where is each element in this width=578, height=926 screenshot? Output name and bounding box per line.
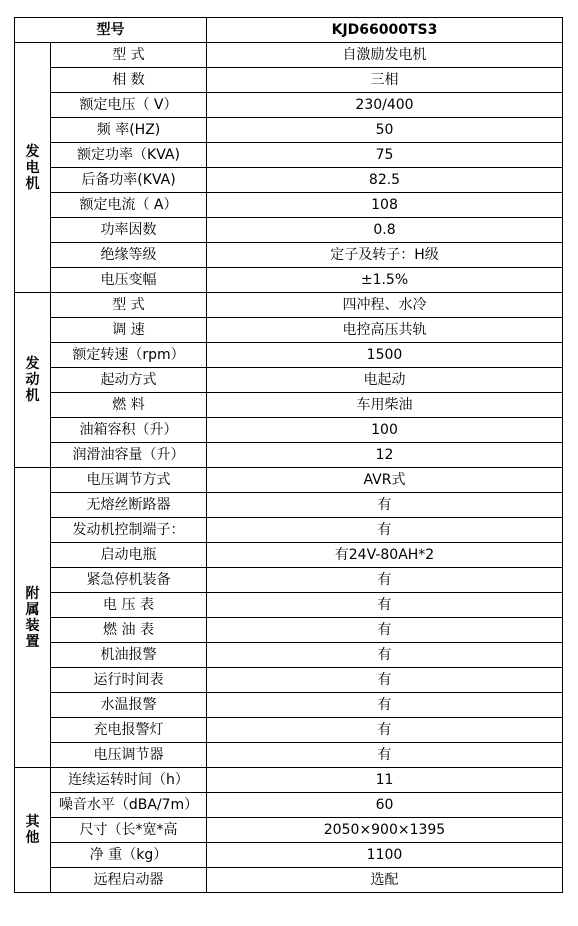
spec-row <box>15 643 563 668</box>
spec-value: 选配 <box>207 868 563 893</box>
spec-value: 12 <box>207 443 563 468</box>
spec-label: 电 压 表 <box>51 593 207 618</box>
spec-row <box>15 493 563 518</box>
spec-row <box>15 243 563 268</box>
spec-row <box>15 393 563 418</box>
spec-label: 发动机控制端子： <box>51 518 207 543</box>
spec-row <box>15 568 563 593</box>
spec-value: 三相 <box>207 68 563 93</box>
spec-row <box>15 818 563 843</box>
spec-value: 有 <box>207 618 563 643</box>
spec-label: 相 数 <box>51 68 207 93</box>
spec-row <box>15 218 563 243</box>
spec-label: 油箱容积（升） <box>51 418 207 443</box>
spec-value: 0.8 <box>207 218 563 243</box>
spec-row <box>15 343 563 368</box>
spec-row <box>15 143 563 168</box>
spec-row <box>15 43 563 68</box>
spec-value: 1500 <box>207 343 563 368</box>
spec-row <box>15 543 563 568</box>
spec-value: 有 <box>207 593 563 618</box>
spec-label: 充电报警灯 <box>51 718 207 743</box>
section-name: 发电机 <box>25 143 40 192</box>
section-name: 发动机 <box>25 356 40 404</box>
spec-label: 功率因数 <box>51 218 207 243</box>
spec-row <box>15 593 563 618</box>
spec-value: 82.5 <box>207 168 563 193</box>
spec-label: 额定转速（rpm） <box>51 343 207 368</box>
spec-value: 有24V-80AH*2 <box>207 543 563 568</box>
spec-value: ±1.5% <box>207 268 563 293</box>
spec-value: 有 <box>207 693 563 718</box>
spec-label: 绝缘等级 <box>51 243 207 268</box>
spec-value: 有 <box>207 718 563 743</box>
spec-row <box>15 368 563 393</box>
spec-row <box>15 418 563 443</box>
spec-label: 润滑油容量（升） <box>51 443 207 468</box>
spec-label: 启动电瓶 <box>51 543 207 568</box>
spec-value: 11 <box>207 768 563 793</box>
spec-value: 四冲程、水冷 <box>207 293 563 318</box>
spec-label: 噪音水平（dBA/7m） <box>51 793 207 818</box>
section-name: 附属装置 <box>25 585 40 650</box>
section-group-label <box>15 43 51 293</box>
spec-label: 后备功率(KVA) <box>51 168 207 193</box>
spec-label: 电压变幅 <box>51 268 207 293</box>
spec-value: 有 <box>207 668 563 693</box>
spec-label: 型 式 <box>51 43 207 68</box>
spec-row <box>15 318 563 343</box>
spec-value: 有 <box>207 518 563 543</box>
spec-row <box>15 93 563 118</box>
spec-row <box>15 193 563 218</box>
header-row <box>15 18 563 43</box>
spec-row <box>15 793 563 818</box>
spec-value: 2050×900×1395 <box>207 818 563 843</box>
spec-label: 机油报警 <box>51 643 207 668</box>
spec-row <box>15 743 563 768</box>
spec-table <box>14 17 563 893</box>
spec-row <box>15 618 563 643</box>
spec-label: 调 速 <box>51 318 207 343</box>
header-label: 型号 <box>15 18 207 43</box>
spec-row <box>15 168 563 193</box>
spec-value: 75 <box>207 143 563 168</box>
spec-label: 紧急停机装备 <box>51 568 207 593</box>
header-model: KJD66000TS3 <box>207 18 563 43</box>
spec-label: 无熔丝断路器 <box>51 493 207 518</box>
spec-value: 定子及转子：H级 <box>207 243 563 268</box>
spec-label: 连续运转时间（h） <box>51 768 207 793</box>
spec-value: 108 <box>207 193 563 218</box>
spec-value: 有 <box>207 568 563 593</box>
spec-label: 净 重（kg） <box>51 843 207 868</box>
section-name: 其他 <box>25 814 40 846</box>
spec-value: 1100 <box>207 843 563 868</box>
spec-label: 燃 料 <box>51 393 207 418</box>
spec-row <box>15 468 563 493</box>
spec-label: 额定电压（ V） <box>51 93 207 118</box>
spec-value: 有 <box>207 743 563 768</box>
spec-row <box>15 118 563 143</box>
spec-value: 电起动 <box>207 368 563 393</box>
spec-value: AVR式 <box>207 468 563 493</box>
spec-row <box>15 268 563 293</box>
spec-value: 100 <box>207 418 563 443</box>
spec-label: 额定功率（KVA) <box>51 143 207 168</box>
spec-row <box>15 668 563 693</box>
section-group-label <box>15 468 51 768</box>
spec-row <box>15 768 563 793</box>
spec-value: 电控高压共轨 <box>207 318 563 343</box>
section-group-label <box>15 768 51 893</box>
spec-value: 60 <box>207 793 563 818</box>
spec-label: 电压调节器 <box>51 743 207 768</box>
spec-value: 自激励发电机 <box>207 43 563 68</box>
section-group-label <box>15 293 51 468</box>
spec-label: 起动方式 <box>51 368 207 393</box>
spec-row <box>15 518 563 543</box>
spec-row <box>15 68 563 93</box>
spec-label: 电压调节方式 <box>51 468 207 493</box>
spec-row <box>15 718 563 743</box>
spec-label: 远程启动器 <box>51 868 207 893</box>
spec-value: 50 <box>207 118 563 143</box>
spec-label: 尺寸（长*宽*高 <box>51 818 207 843</box>
spec-value: 有 <box>207 493 563 518</box>
spec-value: 车用柴油 <box>207 393 563 418</box>
spec-table-body <box>15 18 563 893</box>
spec-label: 频 率(HZ) <box>51 118 207 143</box>
spec-value: 230/400 <box>207 93 563 118</box>
spec-row <box>15 868 563 893</box>
spec-label: 型 式 <box>51 293 207 318</box>
spec-label: 燃 油 表 <box>51 618 207 643</box>
spec-row <box>15 693 563 718</box>
spec-value: 有 <box>207 643 563 668</box>
spec-label: 水温报警 <box>51 693 207 718</box>
spec-label: 运行时间表 <box>51 668 207 693</box>
spec-label: 额定电流（ A） <box>51 193 207 218</box>
spec-row <box>15 293 563 318</box>
spec-row <box>15 443 563 468</box>
spec-row <box>15 843 563 868</box>
